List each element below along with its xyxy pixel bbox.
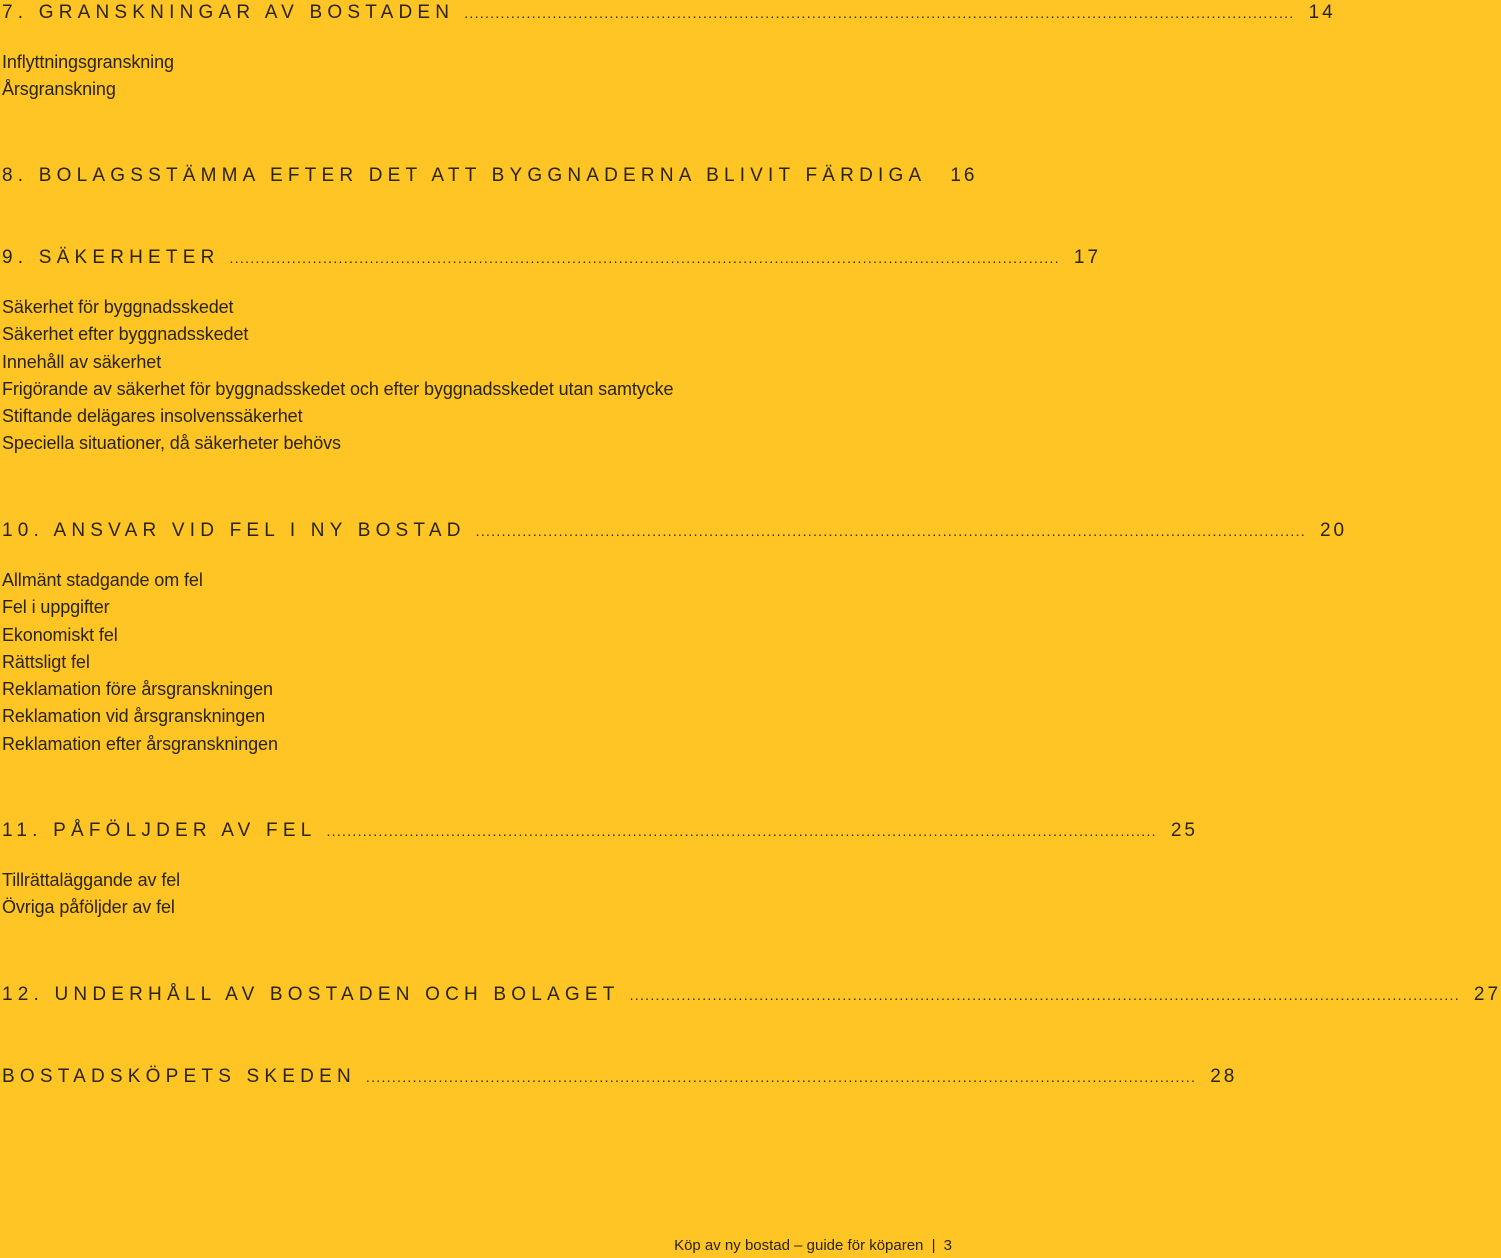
toc-subitem[interactable]: Allmänt stadgande om fel xyxy=(2,570,203,590)
toc-heading-label: BOSTADSKÖPETS SKEDEN xyxy=(2,1066,356,1087)
toc-subitem[interactable]: Fel i uppgifter xyxy=(2,597,110,618)
toc-page-number: 16 xyxy=(950,165,978,186)
toc-heading-skeden[interactable] xyxy=(2,1066,1238,1090)
toc-page-number: 28 xyxy=(1210,1066,1238,1087)
toc-subitem[interactable]: Inflyttningsgranskning xyxy=(2,52,174,72)
toc-subitems-9 xyxy=(2,294,902,458)
toc-subitem[interactable]: Innehåll av säkerhet xyxy=(2,351,162,372)
dot-leader: ................................................................................................................................................................ xyxy=(229,250,1060,266)
toc-heading-12[interactable] xyxy=(2,984,1501,1008)
toc-subitem[interactable]: Reklamation vid årsgranskningen xyxy=(2,706,266,727)
toc-page-number: 14 xyxy=(1308,2,1336,23)
toc-subitem[interactable]: Stiftande delägares insolvenssäkerhet xyxy=(2,406,303,427)
dot-leader: ................................................................................................................................................................ xyxy=(464,5,1295,21)
toc-subitem[interactable]: Ekonomiskt fel xyxy=(2,624,118,645)
toc-subitem[interactable]: Frigörande av säkerhet för byggnadsskedet och efter byggnadsskedet utan samtycke xyxy=(2,378,674,399)
footer-title: Köp av ny bostad – guide för köparen xyxy=(674,1237,924,1254)
dot-leader: ................................................................................................................................................................ xyxy=(365,1069,1197,1085)
footer-page-number: 3 xyxy=(943,1237,952,1254)
toc-subitem[interactable]: Övriga påföljder av fel xyxy=(2,897,175,918)
toc-subitems-11 xyxy=(2,867,902,922)
toc-subitem[interactable]: Säkerhet efter byggnadsskedet xyxy=(2,324,249,345)
toc-heading-label: 8. BOLAGSSTÄMMA EFTER DET ATT BYGGNADERNA BLIVIT FÄRDIGA xyxy=(2,165,927,186)
toc-subitem[interactable]: Speciella situationer, då säkerheter behövs xyxy=(2,433,341,454)
toc-heading-7[interactable] xyxy=(2,2,1336,26)
toc-page-number: 25 xyxy=(1170,820,1198,841)
toc-subitem[interactable]: Rättsligt fel xyxy=(2,651,90,672)
toc-page-number: 17 xyxy=(1073,247,1102,268)
toc-subitem[interactable]: Tillrättaläggande av fel xyxy=(2,870,181,890)
toc-heading-9[interactable] xyxy=(2,247,1102,271)
toc-page-number: 20 xyxy=(1319,520,1348,541)
toc-heading-label: 10. ANSVAR VID FEL I NY BOSTAD xyxy=(2,520,466,541)
dot-leader: ................................................................................................................................................................ xyxy=(326,823,1157,839)
toc-subitem[interactable]: Säkerhet för byggnadsskedet xyxy=(2,297,234,317)
toc-heading-10[interactable] xyxy=(2,520,1348,544)
toc-heading-8[interactable] xyxy=(2,165,978,189)
toc-subitem[interactable]: Årsgranskning xyxy=(2,79,116,100)
toc-subitems-10 xyxy=(2,567,902,758)
toc-heading-label: 9. SÄKERHETER xyxy=(2,247,220,268)
dot-leader: ................................................................................................................................................................ xyxy=(629,987,1460,1003)
toc-page-number: 27 xyxy=(1473,984,1501,1005)
page-footer xyxy=(674,1237,952,1254)
toc-subitems-7 xyxy=(2,49,902,104)
toc-heading-label: 11. PÅFÖLJDER AV FEL xyxy=(2,820,317,841)
footer-separator: | xyxy=(931,1237,936,1254)
toc-heading-11[interactable] xyxy=(2,820,1198,844)
dot-leader: ................................................................................................................................................................ xyxy=(475,523,1306,539)
toc-subitem[interactable]: Reklamation efter årsgranskningen xyxy=(2,733,278,754)
toc-heading-label: 12. UNDERHÅLL AV BOSTADEN OCH BOLAGET xyxy=(2,984,620,1005)
toc-heading-label: 7. GRANSKNINGAR AV BOSTADEN xyxy=(2,2,455,23)
toc-subitem[interactable]: Reklamation före årsgranskningen xyxy=(2,679,273,700)
